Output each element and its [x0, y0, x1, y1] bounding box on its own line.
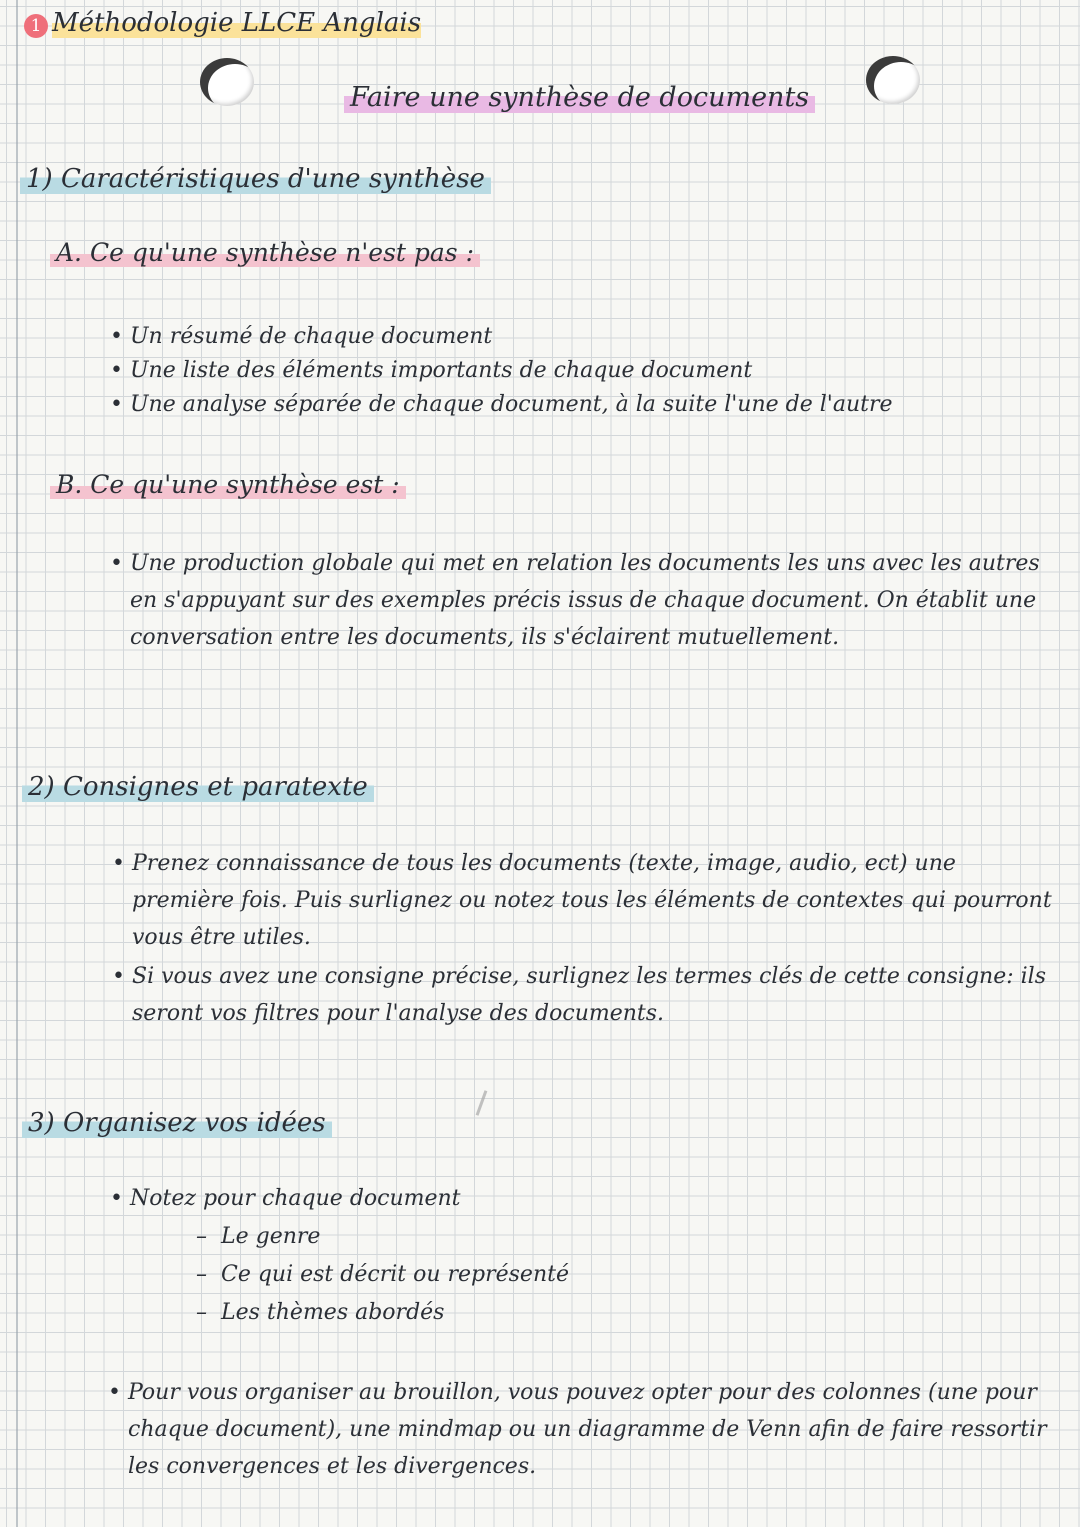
- sub-list-item: – Ce qui est décrit ou représenté: [196, 1262, 569, 1287]
- list-item: • Pour vous organiser au brouillon, vous pouvez opter pour des colonnes (une pour chaque document), une mindmap ou un diagramme de Venn afin de faire ressortir les convergences et les divergences.: [128, 1374, 1053, 1485]
- pencil-mark: [476, 1090, 488, 1115]
- sub-list-item: – Les thèmes abordés: [196, 1300, 445, 1325]
- punch-hole-right: [866, 56, 920, 104]
- list-item: • Un résumé de chaque document: [130, 318, 1060, 355]
- section-2-heading: 2) Consignes et paratexte: [22, 772, 374, 802]
- section-1-heading: 1) Caractéristiques d'une synthèse: [20, 164, 491, 194]
- section-1b-heading: B. Ce qu'une synthèse est :: [50, 470, 406, 499]
- list-item: • Une liste des éléments importants de chaque document: [130, 352, 1060, 389]
- bullet-icon: •: [112, 964, 125, 989]
- bullet-icon: •: [108, 1380, 121, 1405]
- list-item: • Prenez connaissance de tous les documents (texte, image, audio, ect) une première fois. Puis surlignez ou notez tous les éléments de contextes qui pourront vous être utiles.: [132, 845, 1052, 956]
- bullet-icon: •: [110, 358, 123, 383]
- bullet-icon: •: [110, 324, 123, 349]
- list-item: • Une analyse séparée de chaque document, à la suite l'une de l'autre: [130, 386, 1060, 423]
- list-item: • Notez pour chaque document: [130, 1180, 1030, 1217]
- punch-hole-left: [200, 58, 254, 106]
- bullet-icon: •: [110, 551, 123, 576]
- bullet-icon: •: [112, 851, 125, 876]
- sub-list-item: – Le genre: [196, 1224, 321, 1249]
- page-margin-line: [16, 0, 18, 1527]
- bullet-icon: •: [110, 392, 123, 417]
- document-title: Faire une synthèse de documents: [344, 82, 815, 113]
- list-item: • Si vous avez une consigne précise, surlignez les termes clés de cette consigne: ils seront vos filtres pour l'analyse des documents.: [132, 958, 1052, 1032]
- section-3-heading: 3) Organisez vos idées: [22, 1108, 332, 1138]
- course-title: Méthodologie LLCE Anglais: [52, 8, 422, 38]
- section-1a-heading: A. Ce qu'une synthèse n'est pas :: [50, 238, 480, 267]
- page-header: [24, 8, 421, 38]
- list-item: • Une production globale qui met en relation les documents les uns avec les autres en s'appuyant sur des exemples précis issus de chaque document. On établit une conversation entre les documents, ils s'éclairent mutuellement.: [130, 545, 1055, 656]
- page-number-badge: 1: [24, 14, 48, 38]
- bullet-icon: •: [110, 1186, 123, 1211]
